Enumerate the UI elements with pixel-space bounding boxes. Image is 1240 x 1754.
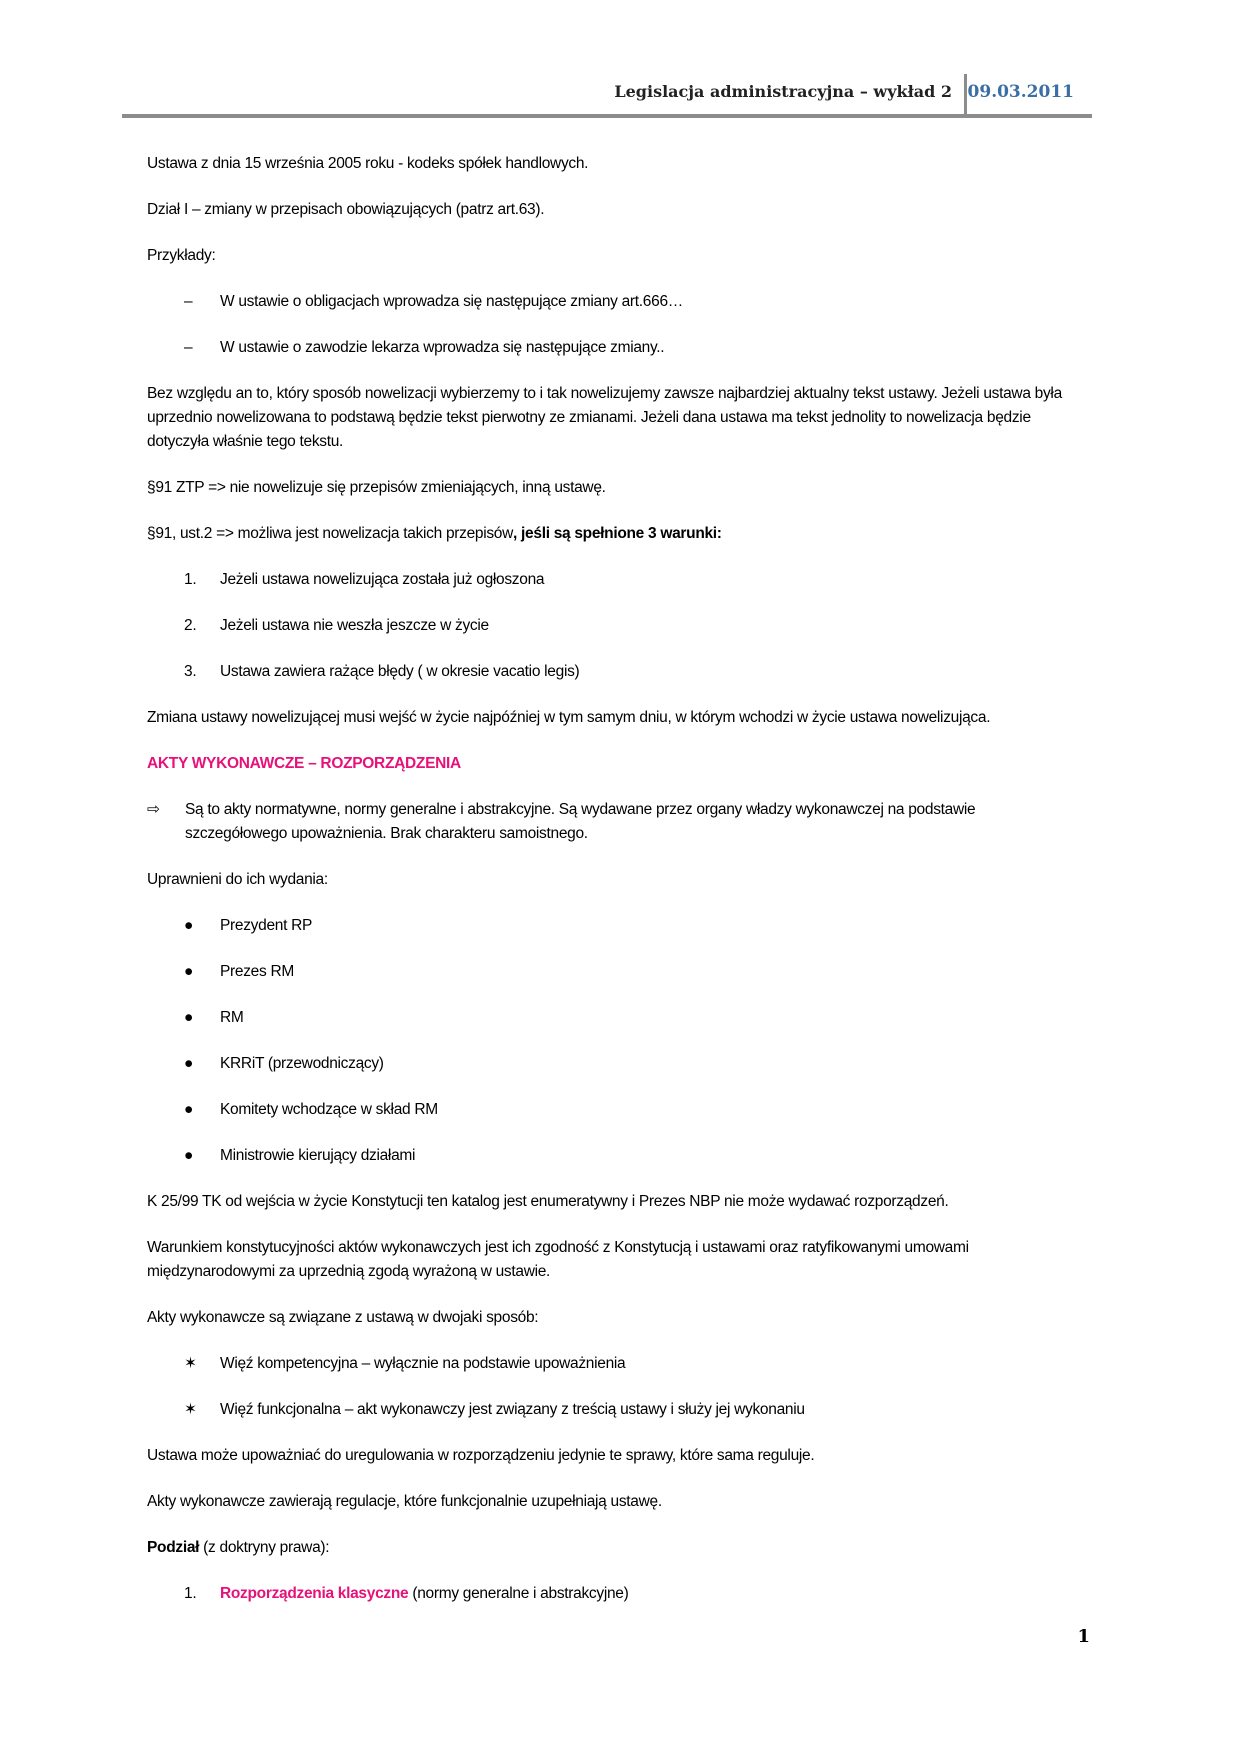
list-item-text: Jeżeli ustawa nowelizująca została już ogłoszona — [220, 571, 545, 588]
paragraph: Uprawnieni do ich wydania: — [147, 871, 328, 888]
highlighted-term: Rozporządzenia klasyczne — [220, 1585, 409, 1602]
list-item — [147, 660, 1067, 684]
list-item-text: Jeżeli ustawa nie weszła jeszcze w życie — [220, 617, 489, 634]
list-item-text: Komitety wchodzące w skład RM — [220, 1101, 438, 1118]
bullet-icon: ● — [184, 1147, 194, 1164]
list-item — [147, 1098, 1067, 1122]
paragraph: Akty wykonawcze zawierają regulacje, które funkcjonalnie uzupełniają ustawę. — [147, 1493, 662, 1510]
list-item-text: Prezes RM — [220, 963, 294, 980]
page-number: 1 — [1077, 1626, 1090, 1647]
paragraph-bold-text: Podział — [147, 1539, 200, 1556]
paragraph: Dział I – zmiany w przepisach obowiązujących (patrz art.63). — [147, 201, 545, 218]
arrow-item-text: Są to akty normatywne, normy generalne i abstrakcyjne. Są wydawane przez organy władzy wykonawczej na podstawie szczegółowego upoważnienia. Brak charakteru samoistnego. — [185, 801, 976, 842]
paragraph: Ustawa może upoważniać do uregulowania w rozporządzeniu jedynie te sprawy, które sama reguluje. — [147, 1447, 815, 1464]
paragraph: Ustawa z dnia 15 września 2005 roku - kodeks spółek handlowych. — [147, 155, 589, 172]
list-item — [147, 614, 1067, 638]
paragraph: Przykłady: — [147, 247, 216, 264]
list-item — [147, 960, 1067, 984]
bullet-icon: ● — [184, 1055, 194, 1072]
number-marker: 1. — [184, 1585, 197, 1602]
paragraph — [147, 522, 1067, 546]
bullet-icon: ● — [184, 1101, 194, 1118]
dash-marker: – — [184, 339, 193, 356]
list-item — [147, 290, 1067, 314]
list-item — [147, 336, 1067, 360]
list-item-text: W ustawie o zawodzie lekarza wprowadza się następujące zmiany.. — [220, 339, 665, 356]
paragraph: Warunkiem konstytucyjności aktów wykonawczych jest ich zgodność z Konstytucją i ustawami oraz ratyfikowanymi umowami międzynarodowymi za uprzednią zgodą wyrażoną w ustawie. — [147, 1239, 969, 1280]
number-marker: 3. — [184, 663, 197, 680]
paragraph-bold-text: , jeśli są spełnione 3 warunki: — [513, 525, 722, 542]
paragraph: Zmiana ustawy nowelizującej musi wejść w życie najpóźniej w tym samym dniu, w którym wchodzi w życie ustawa nowelizująca. — [147, 709, 991, 726]
number-marker: 1. — [184, 571, 197, 588]
star-icon: ✶ — [184, 1401, 197, 1418]
list-item — [147, 1398, 1067, 1422]
paragraph: K 25/99 TK od wejścia w życie Konstytucji ten katalog jest enumeratywny i Prezes NBP nie może wydawać rozporządzeń. — [147, 1193, 949, 1210]
list-item — [147, 1582, 1067, 1606]
list-item-text: Więź funkcjonalna – akt wykonawczy jest związany z treścią ustawy i służy jej wykonaniu — [220, 1401, 805, 1418]
bullet-icon: ● — [184, 917, 194, 934]
list-item — [147, 914, 1067, 938]
paragraph: §91 ZTP => nie nowelizuje się przepisów zmieniających, inną ustawę. — [147, 479, 606, 496]
list-item-text: W ustawie o obligacjach wprowadza się następujące zmiany art.666… — [220, 293, 683, 310]
arrow-icon: ⇨ — [147, 801, 160, 818]
dash-marker: – — [184, 293, 193, 310]
list-item — [147, 1006, 1067, 1030]
document-body — [147, 152, 1067, 1628]
list-item — [147, 568, 1067, 592]
number-marker: 2. — [184, 617, 197, 634]
list-item-text: (normy generalne i abstrakcyjne) — [408, 1585, 629, 1602]
page-header — [122, 78, 1092, 118]
header-date: 09.03.2011 — [967, 82, 1074, 102]
paragraph: Akty wykonawcze są związane z ustawą w dwojaki sposób: — [147, 1309, 539, 1326]
list-item — [147, 1352, 1067, 1376]
bullet-icon: ● — [184, 963, 194, 980]
paragraph-text: §91, ust.2 => możliwa jest nowelizacja takich przepisów — [147, 525, 514, 542]
list-item-text: Prezydent RP — [220, 917, 313, 934]
list-item-text: RM — [220, 1009, 244, 1026]
section-heading: AKTY WYKONAWCZE – ROZPORZĄDZENIA — [147, 755, 461, 772]
arrow-item — [147, 798, 1067, 846]
bullet-icon: ● — [184, 1009, 194, 1026]
paragraph-text: (z doktryny prawa): — [199, 1539, 330, 1556]
list-item-text: Ustawa zawiera rażące błędy ( w okresie vacatio legis) — [220, 663, 580, 680]
star-icon: ✶ — [184, 1355, 197, 1372]
paragraph: Bez względu an to, który sposób nowelizacji wybierzemy to i tak nowelizujemy zawsze najbardziej aktualny tekst ustawy. Jeżeli ustawa była uprzednio nowelizowana to podstawą będzie tekst pierwotny ze zmianami. Jeżeli dana ustawa ma tekst jednolity to nowelizacja będzie dotyczyła właśnie tego tekstu. — [147, 385, 1062, 450]
list-item-text: KRRiT (przewodniczący) — [220, 1055, 384, 1072]
list-item-text: Ministrowie kierujący działami — [220, 1147, 416, 1164]
paragraph — [147, 1536, 1067, 1560]
list-item — [147, 1144, 1067, 1168]
header-title: Legislacja administracyjna – wykład 2 — [614, 82, 952, 101]
list-item — [147, 1052, 1067, 1076]
list-item-text: Więź kompetencyjna – wyłącznie na podstawie upoważnienia — [220, 1355, 626, 1372]
